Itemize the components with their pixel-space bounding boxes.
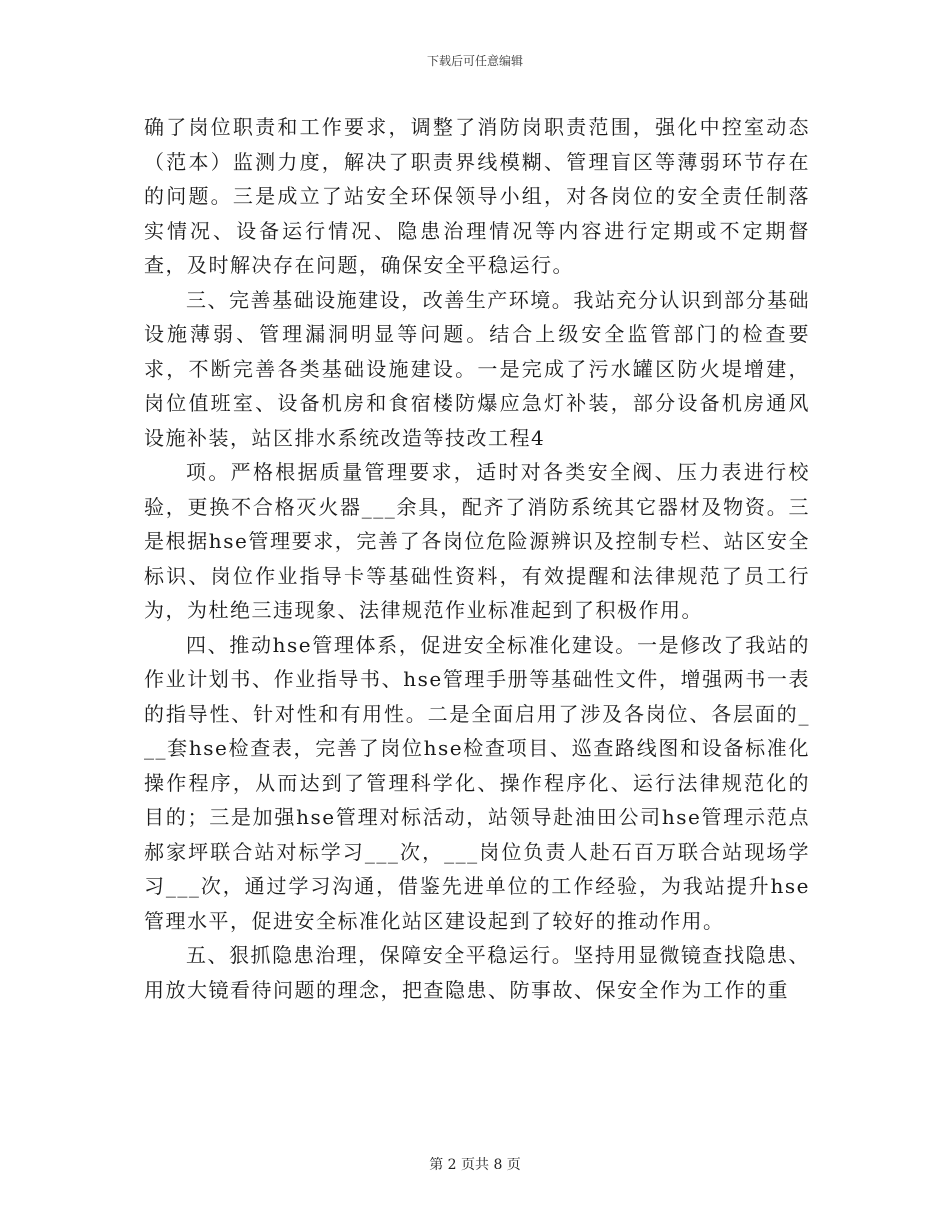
paragraph-section-five: 五、狠抓隐患治理，保障安全平稳运行。坚持用显微镜查找隐患、用放大镜看待问题的理念，把查隐患、防事故、保安全作为工作的重 [144, 943, 810, 1002]
page-number: 第 2 页共 8 页 [429, 1157, 521, 1173]
paragraph-continuation: 确了岗位职责和工作要求，调整了消防岗职责范围，强化中控室动态（范本）监测力度，解决了职责界线模糊、管理盲区等薄弱环节存在的问题。三是成立了站安全环保领导小组，对各岗位的安全责任制落实情况、设备运行情况、隐患治理情况等内容进行定期或不定期督查，及时解决存在问题，确保安全平稳运行。 [144, 115, 810, 277]
paragraph-section-three-items: 项。严格根据质量管理要求，适时对各类安全阀、压力表进行校验，更换不合格灭火器___余具，配齐了消防系统其它器材及物资。三是根据hse管理要求，完善了各岗位危险源辨识及控制专栏、站区安全标识、岗位作业指导卡等基础性资料，有效提醒和法律规范了员工行为，为杜绝三违现象、法律规范作业标准起到了积极作用。 [144, 460, 810, 622]
paragraph-section-three: 三、完善基础设施建设，改善生产环境。我站充分认识到部分基础设施薄弱、管理漏洞明显等问题。结合上级安全监管部门的检查要求，不断完善各类基础设施建设。一是完成了污水罐区防火堤增建，岗位值班室、设备机房和食宿楼防爆应急灯补装，部分设备机房通风设施补装，站区排水系统改造等技改工程4 [144, 287, 810, 450]
page-header: 下载后可任意编辑 [426, 54, 523, 68]
document-body [144, 110, 810, 1007]
paragraph-section-four: 四、推动hse管理体系，促进安全标准化建设。一是修改了我站的作业计划书、作业指导书、hse管理手册等基础性文件，增强两书一表的指导性、针对性和有用性。二是全面启用了涉及各岗位、各层面的___套hse检查表，完善了岗位hse检查项目、巡查路线图和设备标准化操作程序，从而达到了管理科学化、操作程序化、运行法律规范化的目的；三是加强hse管理对标活动，站领导赴油田公司hse管理示范点郝家坪联合站对标学习___次，___岗位负责人赴石百万联合站现场学习___次，通过学习沟通，借鉴先进单位的工作经验，为我站提升hse管理水平，促进安全标准化站区建设起到了较好的推动作用。 [144, 632, 810, 933]
